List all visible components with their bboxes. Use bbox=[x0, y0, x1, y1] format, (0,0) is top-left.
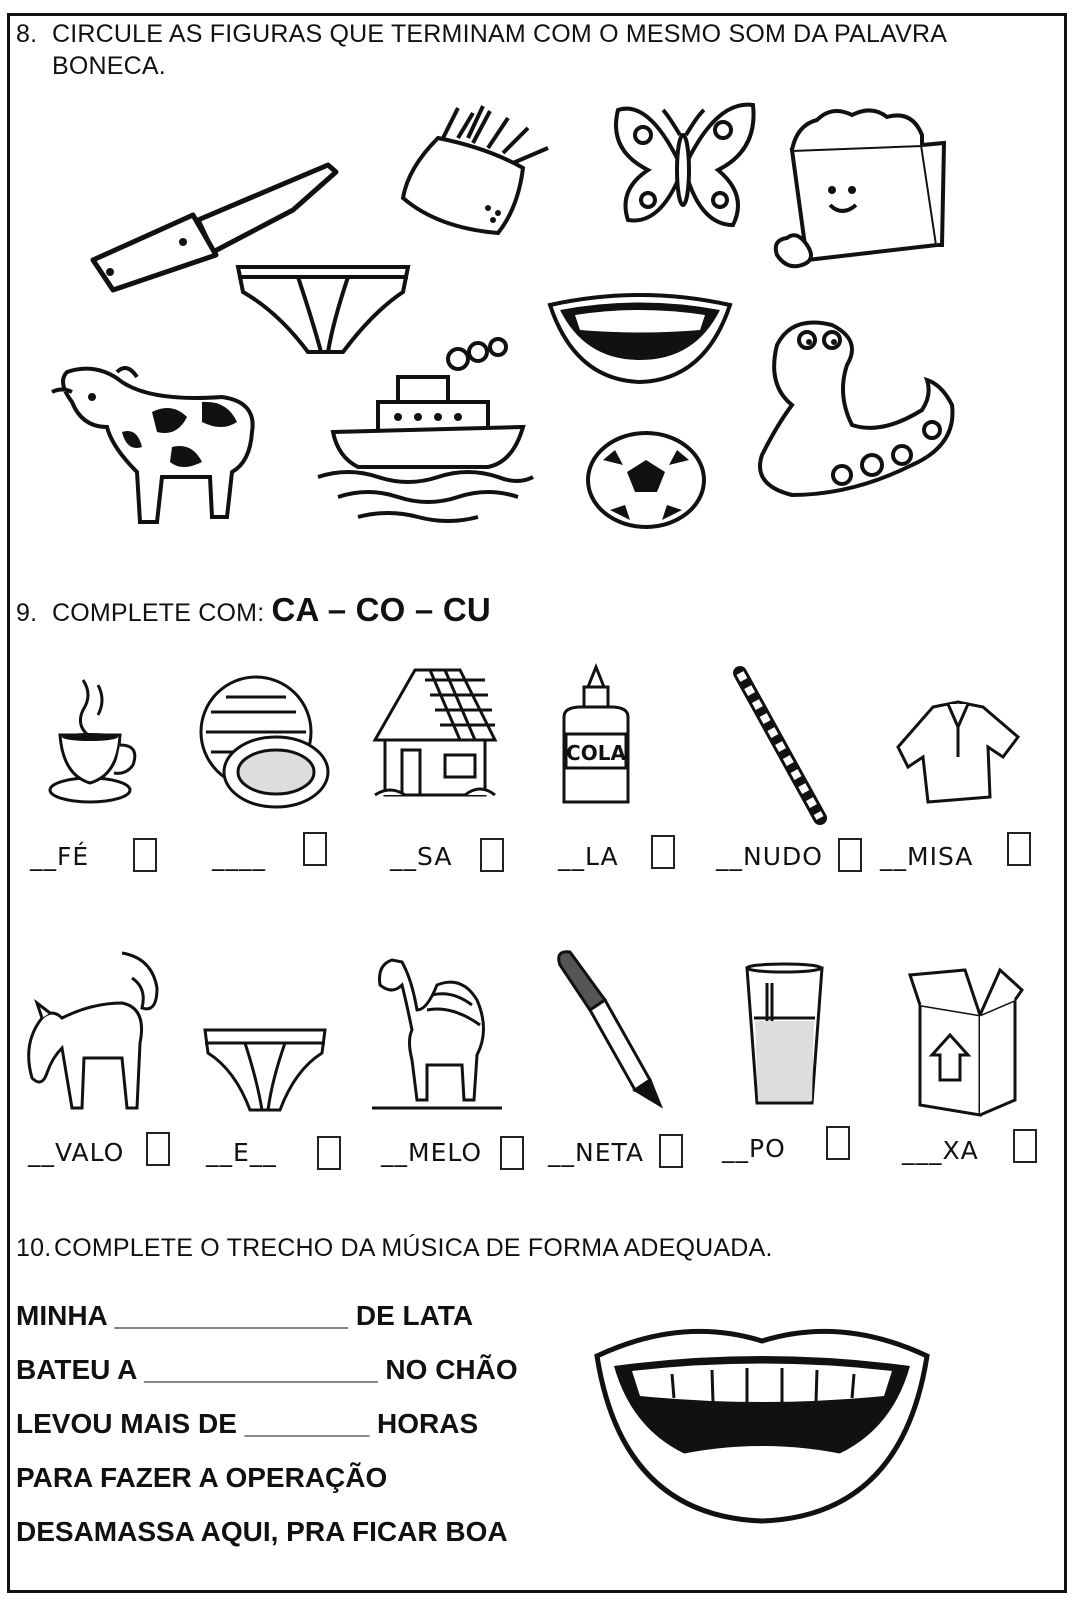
snake-icon bbox=[752, 315, 967, 500]
row1-word-3: __SA bbox=[390, 842, 453, 871]
butterfly-icon bbox=[608, 100, 758, 235]
coconut-icon bbox=[196, 672, 331, 812]
question-8-line1: CIRCULE AS FIGURAS QUE TERMINAM COM O MESMO SOM DA PALAVRA bbox=[52, 20, 948, 48]
horse-icon bbox=[22, 948, 162, 1118]
mouth-icon bbox=[545, 290, 735, 385]
striped-stick-icon bbox=[735, 668, 830, 826]
row2-word-1: __VALO bbox=[28, 1138, 125, 1167]
fries-icon bbox=[398, 108, 558, 238]
question-10-number: 10. bbox=[16, 1234, 52, 1262]
row2-word-2: __E__ bbox=[206, 1138, 277, 1167]
glue-bottle-icon bbox=[556, 662, 636, 810]
pen-icon bbox=[555, 950, 665, 1110]
box-icon bbox=[910, 965, 1025, 1120]
row1-word-2: ____ bbox=[212, 842, 266, 871]
smiling-mouth-icon bbox=[592, 1326, 932, 1526]
coffee-cup-icon bbox=[48, 675, 143, 805]
song-line-5: DESAMASSA AQUI, PRA FICAR BOA bbox=[16, 1516, 508, 1547]
glass-icon bbox=[742, 963, 827, 1108]
question-10-instruction: COMPLETE O TRECHO DA MÚSICA DE FORMA ADEQUADA. bbox=[54, 1234, 773, 1262]
song-line-1: MINHA _______________ DE LATA bbox=[16, 1300, 474, 1331]
answer-box[interactable] bbox=[500, 1136, 524, 1170]
answer-box[interactable] bbox=[826, 1126, 850, 1160]
answer-box[interactable] bbox=[133, 838, 157, 872]
answer-box[interactable] bbox=[480, 838, 504, 872]
shirt-icon bbox=[898, 697, 1028, 805]
answer-box[interactable] bbox=[1007, 832, 1031, 866]
question-8-number: 8. bbox=[16, 20, 38, 48]
popcorn-icon bbox=[772, 105, 952, 270]
question-9-prefix: COMPLETE COM: bbox=[52, 599, 265, 627]
row1-word-5: __NUDO bbox=[716, 842, 823, 871]
question-9-title bbox=[16, 591, 491, 629]
answer-box[interactable] bbox=[303, 832, 327, 866]
row1-word-4: __LA bbox=[558, 842, 619, 871]
row1-word-1: __FÉ bbox=[30, 842, 90, 871]
cow-icon bbox=[52, 352, 262, 527]
underpants-icon bbox=[200, 1025, 330, 1115]
answer-box[interactable] bbox=[838, 838, 862, 872]
row2-word-3: __MELO bbox=[381, 1138, 483, 1167]
row2-word-6: ___XA bbox=[902, 1136, 979, 1165]
row1-word-6: __MISA bbox=[880, 842, 974, 871]
bottle-label: COLA bbox=[566, 741, 626, 765]
answer-box[interactable] bbox=[659, 1134, 683, 1168]
song-line-3: LEVOU MAIS DE ________ HORAS bbox=[16, 1408, 479, 1439]
row2-word-4: __NETA bbox=[548, 1138, 644, 1167]
answer-box[interactable] bbox=[317, 1136, 341, 1170]
question-10-title bbox=[16, 1232, 773, 1264]
answer-box[interactable] bbox=[146, 1132, 170, 1166]
answer-box[interactable] bbox=[651, 835, 675, 869]
question-8-title bbox=[16, 18, 947, 82]
question-9-syllables: CA – CO – CU bbox=[271, 591, 491, 628]
row2-word-5: __PO bbox=[722, 1134, 786, 1163]
house-icon bbox=[370, 665, 500, 805]
question-8-line2: BONECA. bbox=[52, 52, 166, 80]
ball-icon bbox=[585, 430, 707, 530]
answer-box[interactable] bbox=[1013, 1129, 1037, 1163]
question-9-number: 9. bbox=[16, 599, 38, 627]
song-line-4: PARA FAZER A OPERAÇÃO bbox=[16, 1462, 388, 1493]
song-line-2: BATEU A _______________ NO CHÃO bbox=[16, 1354, 518, 1385]
camel-icon bbox=[372, 950, 502, 1115]
ship-icon bbox=[318, 337, 533, 527]
